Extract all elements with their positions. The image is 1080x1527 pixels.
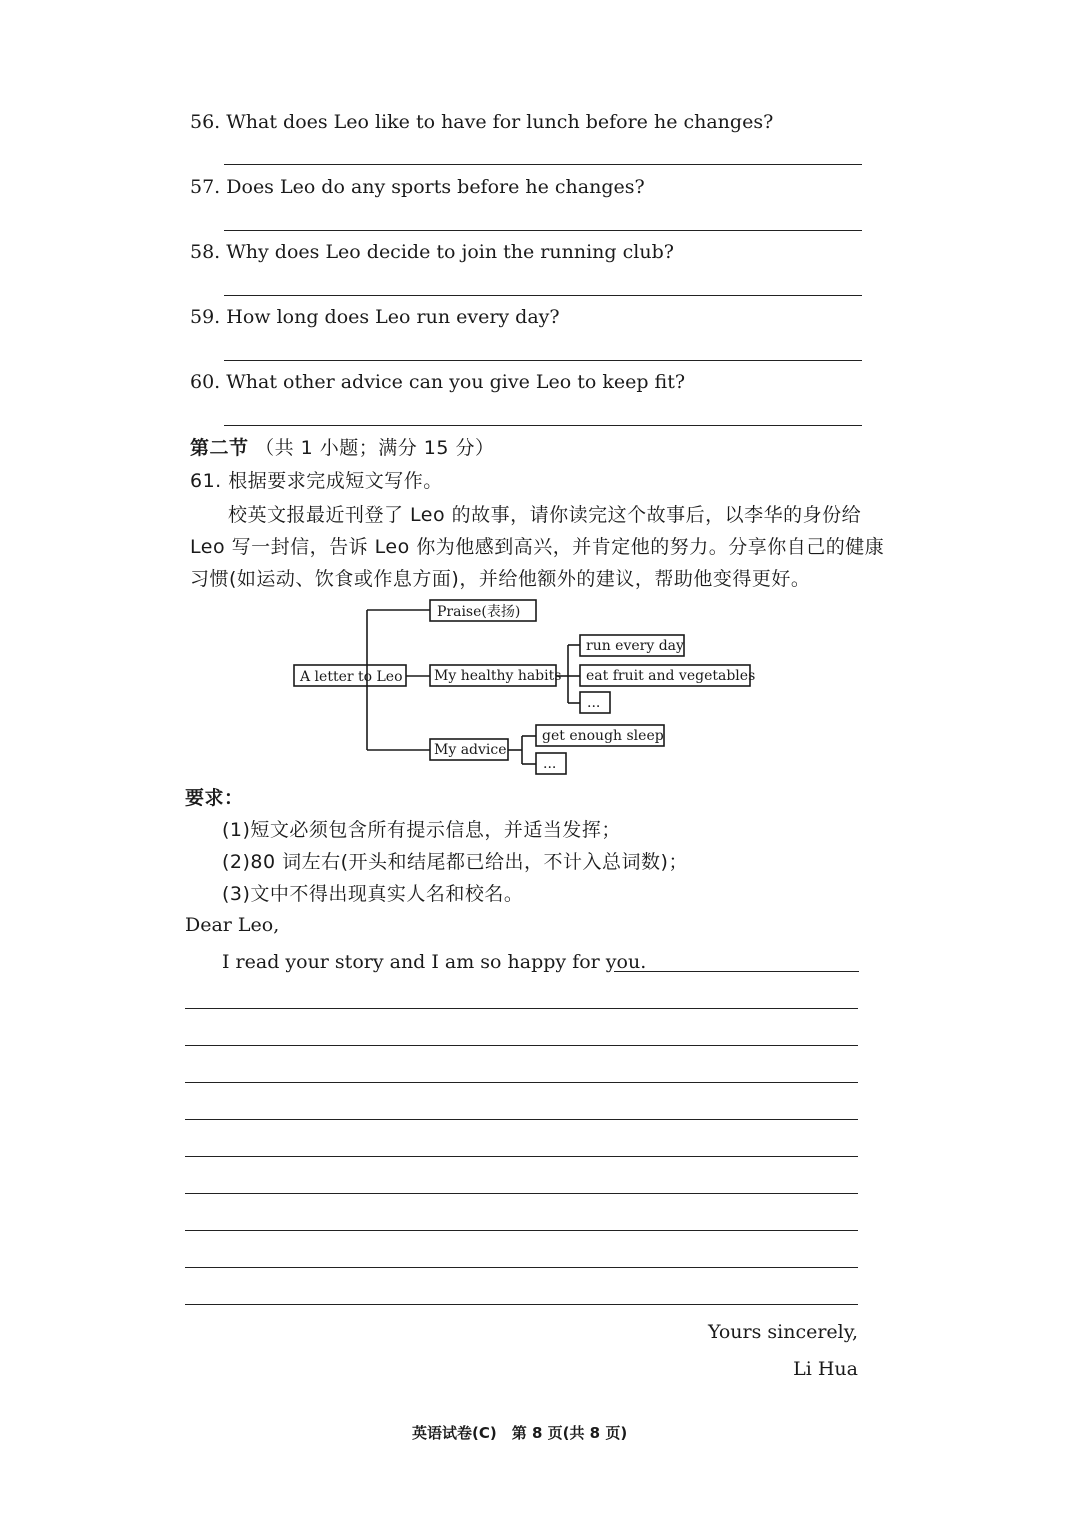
writing-line-8[interactable]	[185, 1267, 858, 1268]
letter-opening: I read your story and I am so happy for you.	[222, 951, 647, 973]
writing-line-0[interactable]	[614, 971, 859, 972]
mindmap-habits: My healthy habits	[434, 668, 562, 684]
prompt-line-1: 校英文报最近刊登了 Leo 的故事，请你读完这个故事后，以李华的身份给	[228, 504, 862, 526]
writing-line-6[interactable]	[185, 1193, 858, 1194]
writing-line-1[interactable]	[185, 1008, 858, 1009]
letter-signature: Li Hua	[793, 1358, 858, 1380]
page-footer: 英语试卷(C) 第 8 页(共 8 页)	[412, 1424, 628, 1442]
writing-line-5[interactable]	[185, 1156, 858, 1157]
requirement-3: (3)文中不得出现真实人名和校名。	[222, 883, 524, 905]
mindmap-root: A letter to Leo	[300, 669, 403, 685]
requirements-title: 要求：	[185, 787, 244, 809]
writing-line-3[interactable]	[185, 1082, 858, 1083]
section-header: 第二节 （共 1 小题；满分 15 分）	[190, 437, 495, 459]
prompt-line-3: 习惯(如运动、饮食或作息方面)，并给他额外的建议，帮助他变得更好。	[190, 568, 811, 590]
writing-line-9[interactable]	[185, 1304, 858, 1305]
writing-line-2[interactable]	[185, 1045, 858, 1046]
question-59: 59. How long does Leo run every day?	[190, 306, 560, 328]
requirement-2: (2)80 词左右(开头和结尾都已给出，不计入总词数)；	[222, 851, 688, 873]
letter-salutation: Dear Leo,	[185, 914, 280, 936]
mindmap-advice-item-1: get enough sleep	[542, 728, 664, 744]
requirement-1: (1)短文必须包含所有提示信息，并适当发挥；	[222, 819, 621, 841]
prompt-line-2: Leo 写一封信，告诉 Leo 你为他感到高兴，并肯定他的努力。分享你自己的健康	[190, 536, 885, 558]
mindmap-advice: My advice	[434, 742, 507, 758]
mindmap-praise: Praise(表扬)	[437, 604, 521, 620]
mindmap-habit-item-3: ...	[587, 695, 601, 711]
question-57: 57. Does Leo do any sports before he changes?	[190, 176, 645, 198]
writing-line-4[interactable]	[185, 1119, 858, 1120]
question-56: 56. What does Leo like to have for lunch before he changes?	[190, 111, 774, 133]
mindmap-habit-item-2: eat fruit and vegetables	[586, 668, 756, 684]
task-heading: 61. 根据要求完成短文写作。	[190, 470, 443, 492]
mindmap-advice-item-2: ...	[543, 756, 557, 772]
mindmap-habit-item-1: run every day	[586, 638, 684, 654]
writing-line-7[interactable]	[185, 1230, 858, 1231]
question-60: 60. What other advice can you give Leo to keep fit?	[190, 371, 686, 393]
question-58: 58. Why does Leo decide to join the running club?	[190, 241, 674, 263]
letter-closing: Yours sincerely,	[707, 1321, 858, 1343]
